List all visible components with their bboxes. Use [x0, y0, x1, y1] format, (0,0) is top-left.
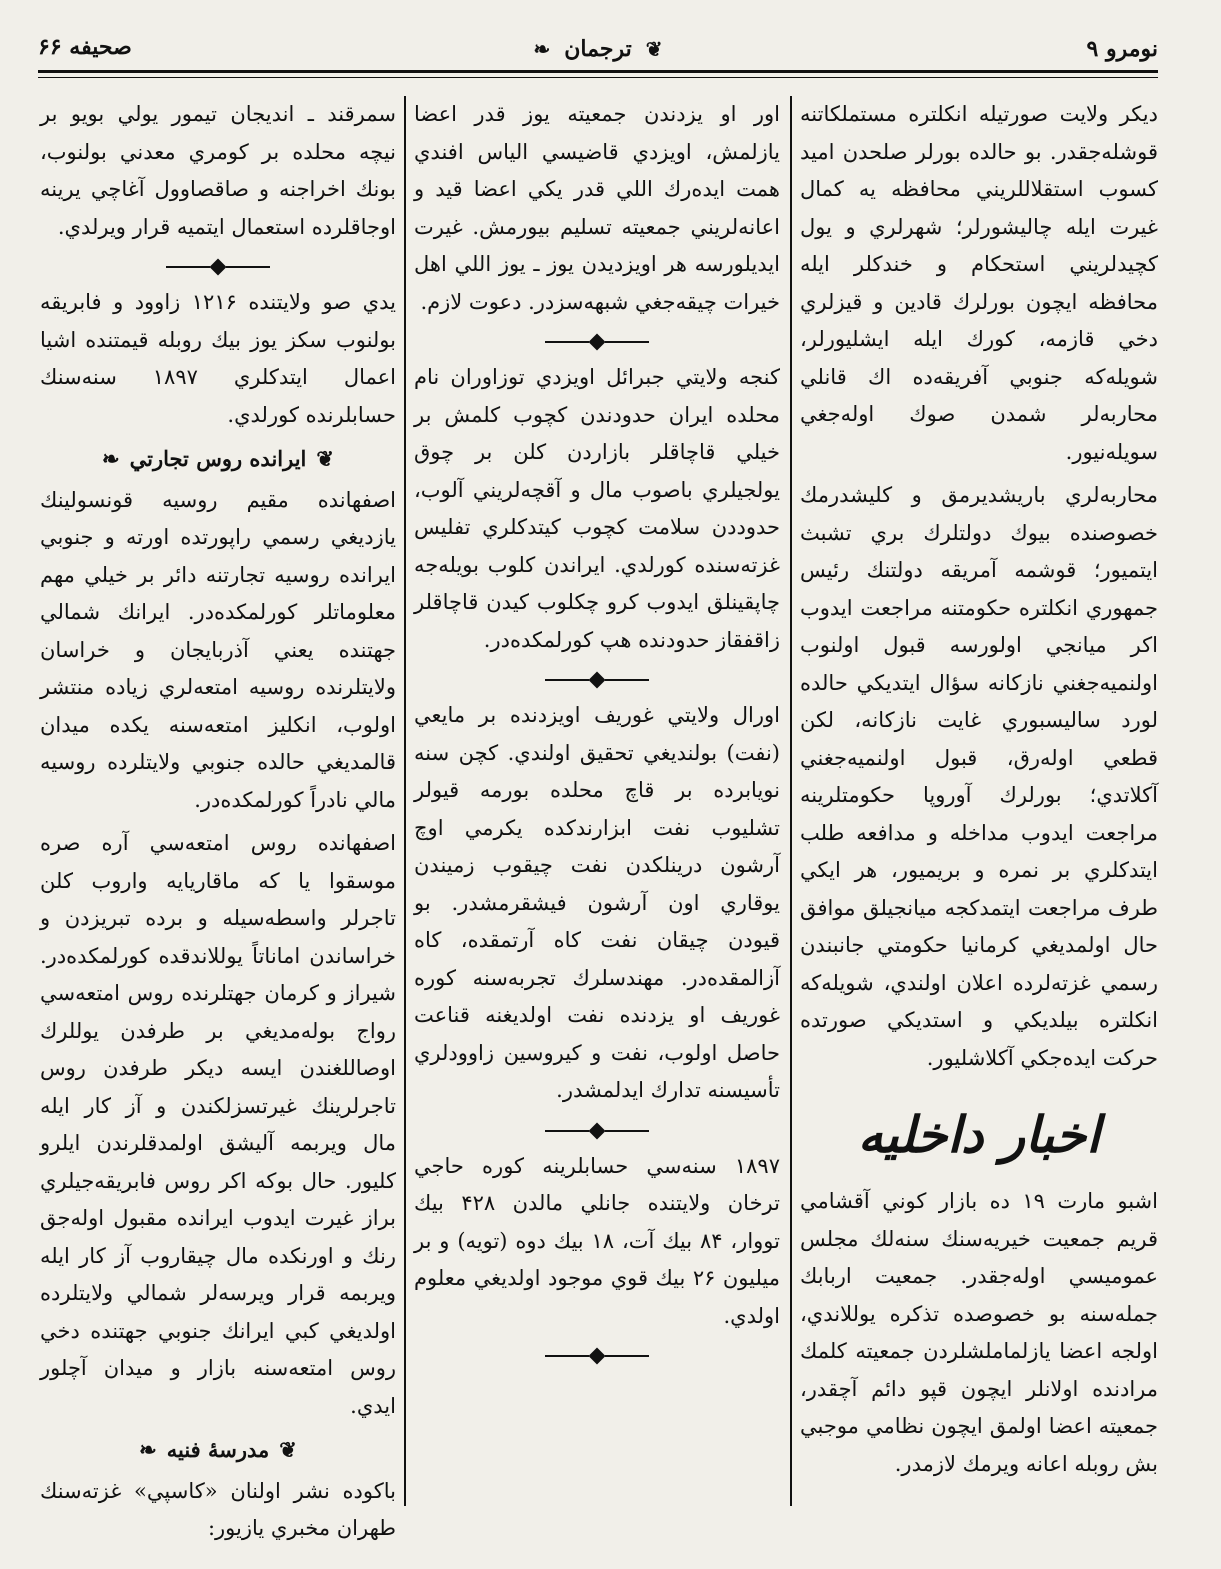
article-isfahan-goods: اصفهانده روس امتعه‌سي آره صره موسقوا يا كه ماقاريايه واروب كلن تاجرلر واسطه‌سيله و برده تبريزدن و خراساندن اماناتاً يوللاندقده كورلمكده‌در. شيراز و كرمان جهتلرنده روس امتعه‌سي رواج بوله‌مديغي بر طرفدن يوللرك اوصاللغندن ايسه ديكر طرفدن روس تاجرلرينك غيرتسزلكندن و آز كار ايله مال ويربمه آليشق اولمدقلرندن ايلرو كليور. حال بوكه اكر روس فابريقه‌جيلري براز غيرت ايدوب ايرانده مقبول اوله‌جق رنك و اورنكده مال چيقاروب آز كار ايله ويربمه قرار ويرسه‌لر شمالي ولايتلرده اولديغي كبي ايرانك جنوبي جهتنده دخي روس امتعه‌سنه بازار و ميدان آچلور ايدي.: [40, 831, 396, 1418]
article-crimea-charity: اشبو مارت ۱۹ ده بازار كوني آقشامي قريم جمعيت خيريه‌سنك سنه‌لك مجلس عموميسي اوله‌جقدر. جمعيت اربابك جمله‌سنه بو خصوصده تذكره يوللاندي، اولجه اعضا يازلماملشلردن جمعيته كلمك مرادنده اولانلر ايچون قپو دائم آچقدر، جمعيته اعضا اولمق ايچون نظامي موجبي بش روبله اعانه ويرمك لازمدر.: [800, 1189, 1158, 1476]
ornament-divider-icon: [40, 252, 396, 282]
article-kaspi-tehran: باكوده نشر اولنان «كاسپي» غزته‌سنك طهران مخبري يازيور:: [40, 1478, 396, 1540]
article-uyezd-members: اور او يزدندن جمعيته يوز قدر اعضا يازلمش، اويزدي قاضيسي الياس افندي همت ايده‌رك اللي قدر يكي اعضا قيد و اعانه‌لريني جمعيته تسليم بيورمش. غيرت ايديلورسه هر اويزديدن يوز ـ يوز اللي اهل خيرات چيقه‌جغي شبهه‌سزدر. دعوت لازم.: [414, 102, 780, 314]
ornament-divider-icon: [414, 665, 780, 695]
flourish-right-icon: ❦: [279, 1437, 297, 1462]
issue-number: نومرو ۹: [1086, 36, 1158, 62]
article-mediation: محاربه‌لري باريشديرمق و كليشدرمك خصوصنده بيوك دولتلرك بري تشبث ايتميور؛ قوشمه آمريقه دولتنك رئيس جمهوري انكلتره حكومتنه مراجعت ايدوب اكر ميانجي اولورسه قبول اولنوب اولنميه‌جغني نازكانه سؤال ايتديكي حالده لورد ساليسبوري غايت نازكانه، لكن قطعي اوله‌رق، قبول اولنميه‌جغني آكلاتدي؛ بورلرك آوروپا حكومتلرينه مراجعت ايدوب مداخله و مدافعه طلب ايتدكلري بر نمره و بريميور، هر ايكي طرف مراجعت ايتمدكجه ميانجيلق موافق حال اولمديغي كرمانيا حكومتي جانبندن رسمي غزته‌لرده اعلان اولندي، شويله‌كه انكلتره بيلديكي و استديكي صورتده حركت ايده‌جكي آكلاشليور.: [800, 483, 1158, 1070]
flourish-right-icon: ❦: [645, 37, 663, 61]
column-left: [40, 96, 396, 1540]
subheading-russian-trade: ❦ ايرانده روس تجارتي ❧: [40, 440, 396, 478]
subheading-technical-school: ❦ مدرسهٔ فنيه ❧: [40, 1431, 396, 1469]
article-ural-oil: اورال ولايتي غوريف اويزدنده بر مايعي (نفت) بولنديغي تحقيق اولندي. كچن سنه نويابرده بر قاچ محلده بورمه قيولر تشليوب نفت ابزارندكده يكرمي اوچ آرشون درينلكدن نفت چيقوب زميندن يوقاري اون آرشون فيشقرمشدر. بو قيودن چيقان نفت كاه آرتمقده، كاه آزالمقده‌در. مهندسلرك تجربه‌سنه كوره غوريف او يزدنده نفت اولديغنه قناعت حاصل اولوب، نفت و كيروسين زاوودلري تأسيسنه تدارك ايدلمشدر.: [414, 703, 780, 1102]
ornament-divider-icon: [414, 1341, 780, 1371]
column-divider-left: [404, 96, 406, 1506]
section-title-domestic-news: اخبار داخليه: [857, 1105, 1101, 1164]
masthead: [534, 36, 663, 62]
article-astrakhan-livestock: ۱۸۹۷ سنه‌سي حسابلرينه كوره حاجي ترخان ولايتنده جانلي مالدن ۴۲۸ بيك تووار، ۸۴ بيك آت، ۱۸ بيك دوه (تويه) و بر ميليون ۲۶ بيك قوي موجود اولديغي معلوم اولدي.: [414, 1153, 780, 1328]
column-right: [800, 96, 1158, 1506]
page-header: [38, 30, 1158, 74]
article-ganja-bandits: كنجه ولايتي جبرائل اويزدي توزاوران نام محلده ايران حدودندن كچوب كلمش بر خيلي قاچاقلر بازاردن كلن بر چوق يولجيلري باصوب مال و آقچه‌لريني آلوب، حدوددن سلامت كچوب كيتدكلري تفليس غزته‌سنده كورلدي. ايراندن كلوب بويله‌جه چاپقينلق ايدوب كرو چكلوب كيدن قاچاقلر زاقفقاز حدودنده هپ كورلمكده‌در.: [414, 365, 780, 652]
header-rule-top: [38, 70, 1158, 73]
page-number: صحيفه ۶۶: [38, 34, 132, 60]
flourish-right-icon: ❦: [316, 446, 335, 471]
ornament-divider-icon: [414, 1116, 780, 1146]
flourish-left-icon: ❧: [139, 1437, 157, 1462]
article-semirechye-factories: يدي صو ولايتنده ۱۲۱۶ زاوود و فابريقه بولنوب سكز يوز بيك روبله قيمتنده اشيا اعمال ايتدكلري ۱۸۹۷ سنه‌سنك حسابلرنده كورلدي.: [40, 290, 396, 427]
article-britain-boers: ديكر ولايت صورتيله انكلتره مستملكاتنه قوشله‌جقدر. بو حالده بورلر صلحدن اميد كسوب استقلاللريني محافظه يه كمال غيرت ايله چاليشورلر؛ شهرلري و يول كچيدلريني استحكام و خندكلر ايله محافظه ايچون بورلرك قادين و قيزلري دخي قازمه، كورك ايله ايشليورلر، شويله‌كه جنوبي آفريقه‌ده اك قانلي محاربه‌لر شمدن صوك اوله‌جغي سويله‌نيور.: [800, 102, 1158, 464]
flourish-left-icon: ❧: [533, 37, 551, 61]
ornament-divider-icon: [414, 327, 780, 357]
flourish-left-icon: ❧: [101, 446, 120, 471]
article-isfahan-consul: اصفهانده مقيم روسيه قونسولينك يازديغي رسمي راپورتده اورته و جنوبي ايرانده روسيه تجارتنه دائر بر خيلي مهم معلوماتلر كورلمكده‌در. ايرانك شمالي جهتنده يعني آذربايجان و خراسان ولايتلرنده روسيه امتعه‌لري زياده منتشر اولوب، انكليز امتعه‌سنه يكده ميدان قالمديغي حالده جنوبي ولايتلرده روسيه مالي نادراً كورلمكده‌در.: [40, 487, 396, 812]
newspaper-title: ترجمان: [564, 36, 632, 62]
column-middle: [414, 96, 780, 1506]
article-samarkand-coal: سمرقند ـ انديجان تيمور يولي بويو بر نيچه محلده بر كومري معدني بولنوب، بونك اخراجنه و صاقصاوول آغاچي يرينه اوجاقلرده استعمال ايتميه قرار ويرلدي.: [40, 102, 396, 239]
header-rule-bottom: [38, 77, 1158, 78]
column-divider-right: [790, 96, 792, 1506]
